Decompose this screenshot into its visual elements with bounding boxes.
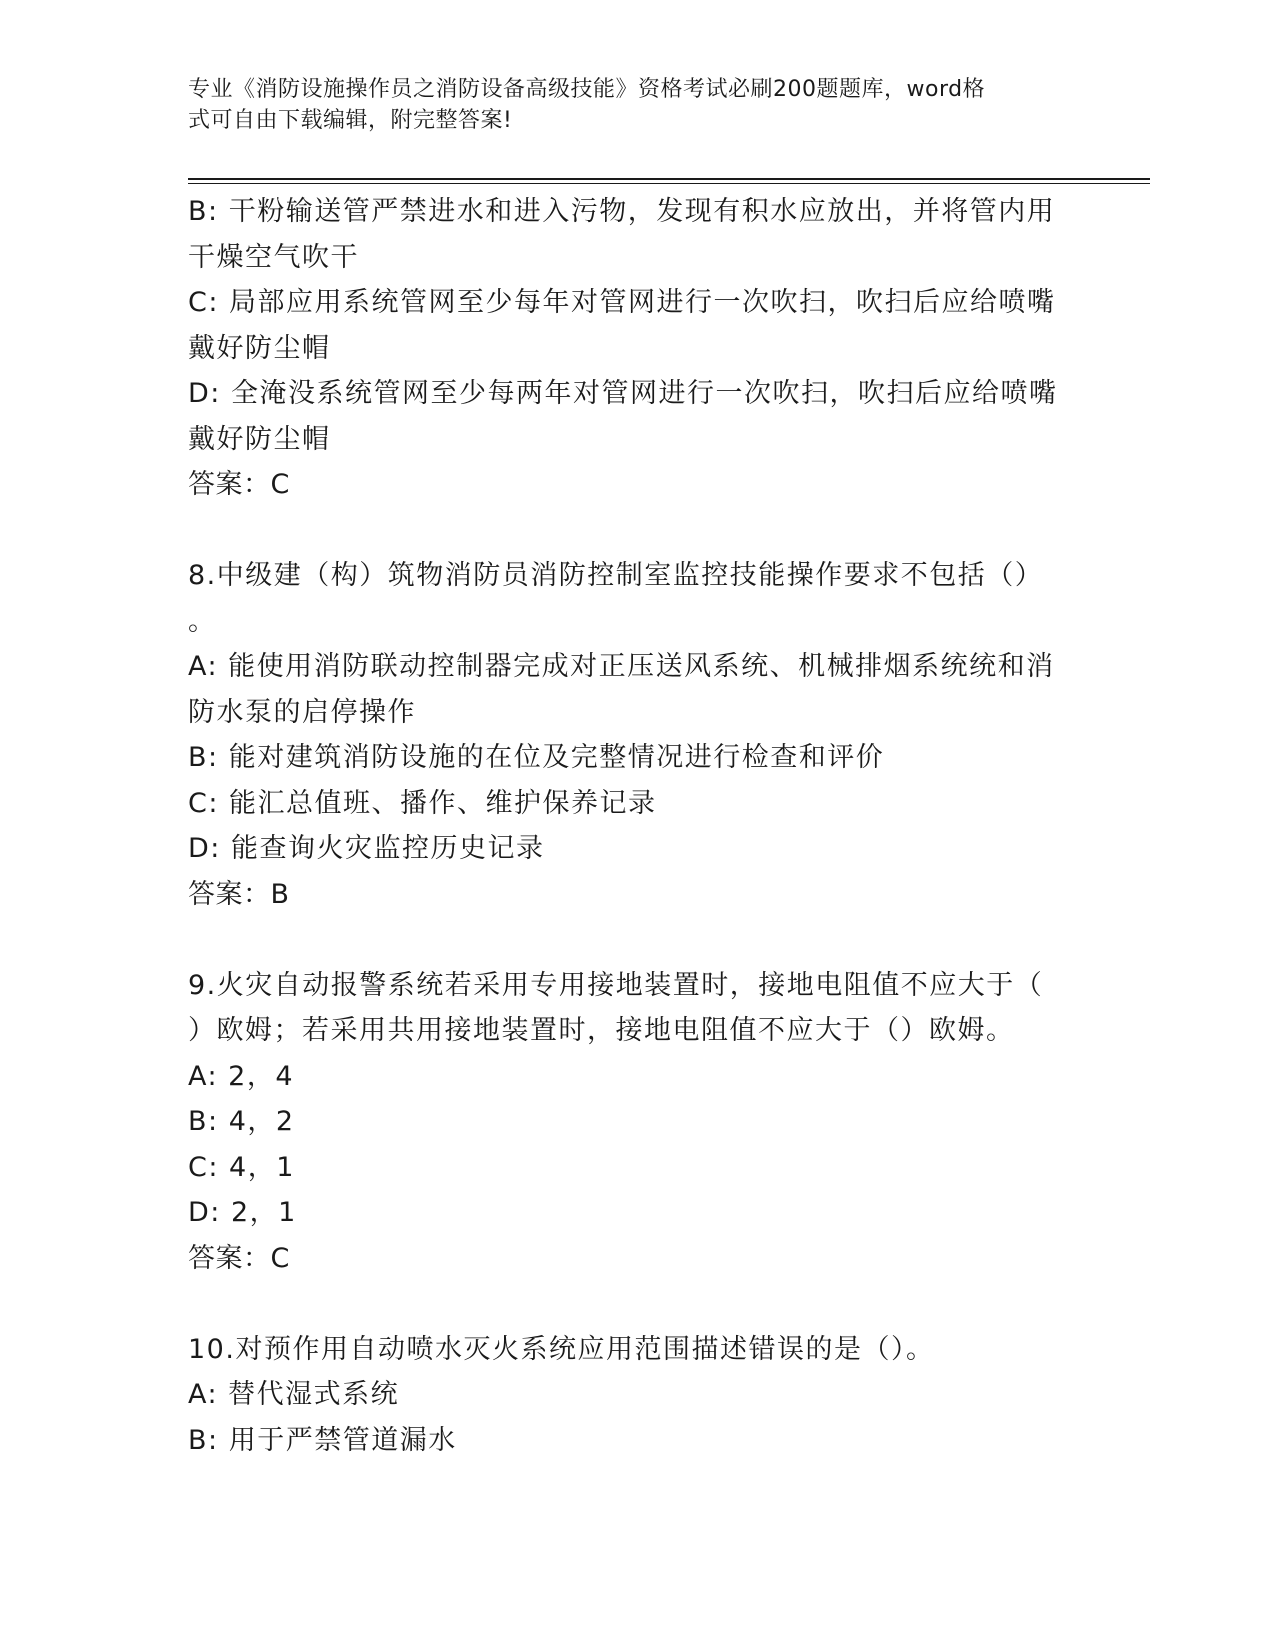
header-divider-thick [188,178,1150,180]
question-9 [188,963,1088,1282]
spacer [188,508,1088,554]
q9-option-b: B: 4，2 [188,1106,295,1137]
document-header [188,74,1068,136]
q9-answer: 答案：C [188,1242,290,1274]
q7-option-c-line-1: C: 局部应用系统管网至少每年对管网进行一次吹扫，吹扫后应给喷嘴 [188,287,1056,318]
q7-option-b-line-1: B: 干粉输送管严禁进水和进入污物，发现有积水应放出，并将管内用 [188,196,1056,227]
question-7-continued [188,189,1088,508]
q8-stem-line-2: 。 [188,605,217,637]
q8-option-c: C: 能汇总值班、播作、维护保养记录 [188,787,657,819]
spacer [188,1281,1088,1327]
q9-stem-line-2: ）欧姆；若采用共用接地装置时，接地电阻值不应大于（）欧姆。 [188,1015,1015,1046]
q9-stem-line-1: 9.火灾自动报警系统若采用专用接地装置时，接地电阻值不应大于（ [188,969,1044,1001]
q10-option-a: A: 替代湿式系统 [188,1379,400,1410]
q9-option-d: D: 2，1 [188,1197,297,1228]
spacer [188,917,1088,963]
q7-answer: 答案：C [188,469,290,500]
q7-option-d-line-2: 戴好防尘帽 [188,423,331,455]
q7-option-b-line-2: 干燥空气吹干 [188,241,359,273]
q8-option-a-line-2: 防水泵的启停操作 [188,696,416,728]
question-8 [188,553,1088,917]
q8-option-b: B: 能对建筑消防设施的在位及完整情况进行检查和评价 [188,742,885,773]
question-content [188,189,1088,1463]
header-divider-thin [188,183,1150,184]
q7-option-c-line-2: 戴好防尘帽 [188,332,331,364]
q10-option-b: B: 用于严禁管道漏水 [188,1424,457,1456]
q7-option-d-line-1: D: 全淹没系统管网至少每两年对管网进行一次吹扫，吹扫后应给喷嘴 [188,378,1058,409]
q9-option-c: C: 4，1 [188,1151,295,1183]
header-line-1: 专业《消防设施操作员之消防设备高级技能》资格考试必刷200题题库，word格 [188,77,986,102]
q8-option-a-line-1: A: 能使用消防联动控制器完成对正压送风系统、机械排烟系统统和消 [188,651,1055,682]
q8-answer: 答案：B [188,878,290,910]
q8-option-d: D: 能查询火灾监控历史记录 [188,833,545,864]
header-line-2: 式可自由下载编辑，附完整答案! [188,108,513,133]
q8-stem-line-1: 8.中级建（构）筑物消防员消防控制室监控技能操作要求不包括（） [188,560,1044,591]
question-10 [188,1327,1088,1464]
q9-option-a: A: 2，4 [188,1060,295,1092]
q10-stem: 10.对预作用自动喷水灭火系统应用范围描述错误的是（）。 [188,1333,935,1365]
